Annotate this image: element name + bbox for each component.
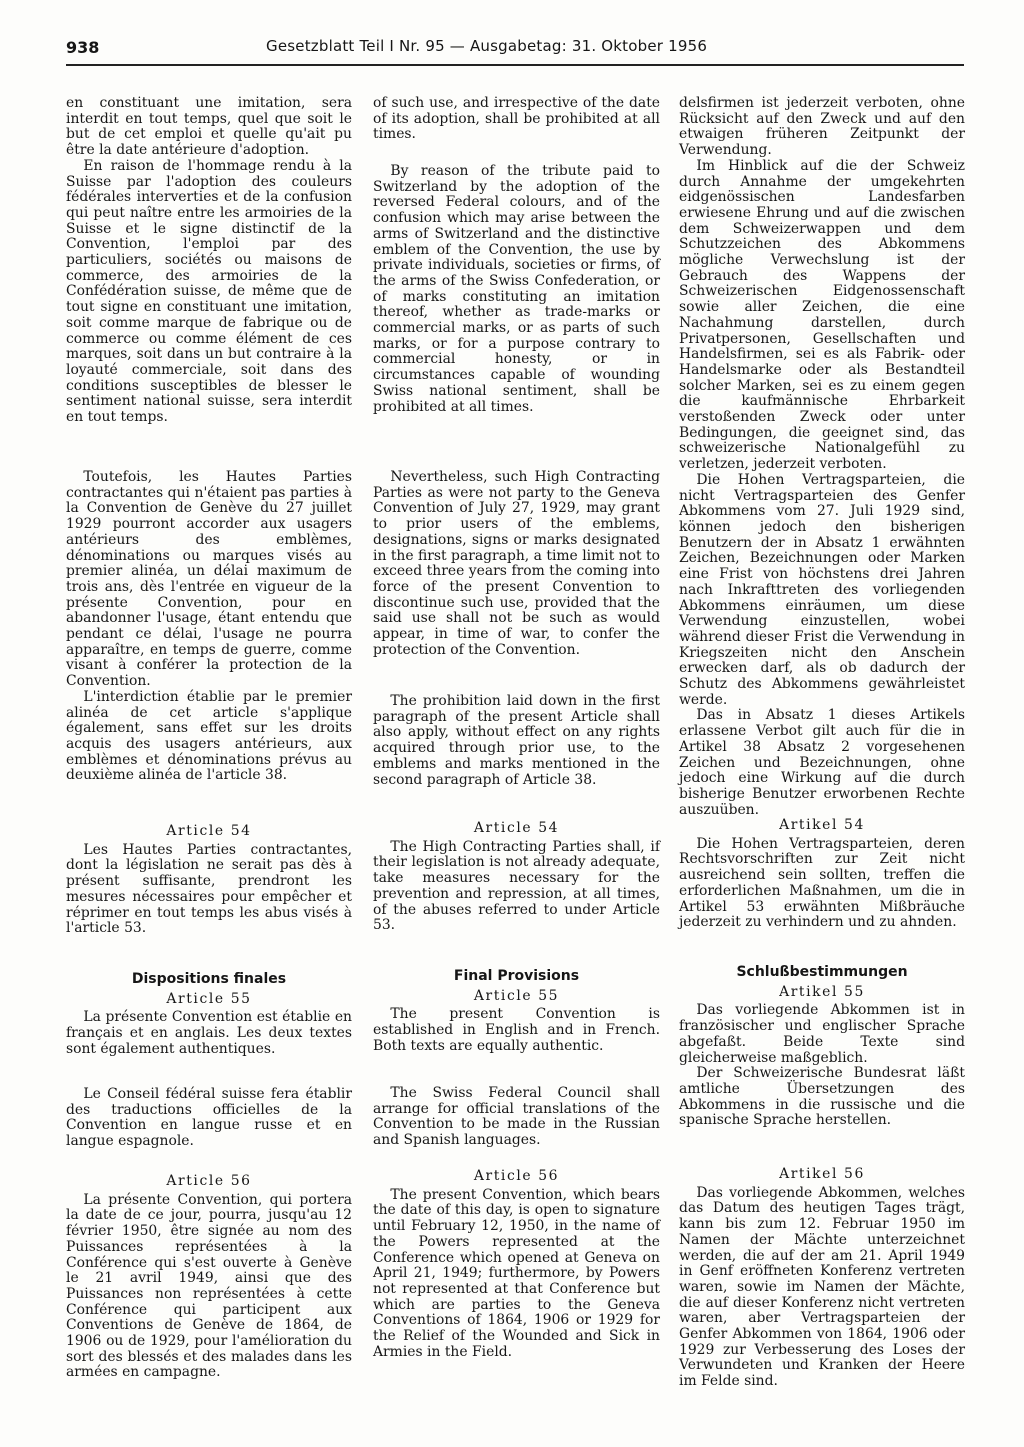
de-article-55-heading: Artikel 55 [779,983,865,1000]
running-head: Gesetzblatt Teil I Nr. 95 — Ausgabetag: 31. Oktober 1956 [266,37,708,55]
de-article-56-heading: Artikel 56 [779,1166,865,1182]
fr-block-article-55-p2 [66,1087,352,1150]
de-article-56-text: Das vorliegende Abkommen, welches das Datum des heutigen Tages trägt, kann bis zum 12. Februar 1950 im Namen der Mächte unterzeichnet werden, die auf der am 21. April 1949 in Genf eröffneten Konferenz vertreten waren, sowie im Namen der Mächte, die auf dieser Konferenz nicht vertreten waren, aber Vertragsparteien der Genfer Abkommen von 1864, 1906 oder 1929 zur Verbesserung des Loses der Verwundeten und Kranken der Heere im Felde sind. [679,1184,965,1390]
de-article-55-p1: Das vorliegende Abkommen ist in französischer und englischer Sprache abgefaßt. Beide Texte sind gleicherweise maßgeblich. [679,1002,965,1066]
en-article-54-heading: Article 54 [473,820,560,836]
en-paragraph-nevertheless: Nevertheless, such High Contracting Parties as were not party to the Geneva Convention of July 27, 1929, may grant to prior users of the emblems, designations, signs or marks designated in the first paragraph, a time limit not to exceed three years from the coming into force of the present Convention to discontinue such use, provided that the said use shall not be such as would appear, in time of war, to confer the protection of the Convention. [373,469,660,658]
fr-block-final-provisions [66,972,352,1058]
de-article-55-p2: Der Schweizerische Bundesrat läßt amtliche Übersetzungen des Abkommens in die russische und die spanische Sprache herstellen. [679,1065,965,1129]
fr-block-transition [66,470,352,784]
de-article-54-text: Die Hohen Vertragsparteien, deren Rechtsvorschriften zur Zeit nicht ausreichend sein sollten, treffen die erforderlichen Maßnahmen, um die in Artikel 53 erwähnten Mißbräuche jederzeit zu verhindern und zu ahnden. [679,835,965,931]
en-article-55-p1: The present Convention is established in English and in French. Both texts are equally authentic. [373,1006,660,1054]
en-block-article-53-end [373,96,660,143]
en-block-article-54 [373,821,660,934]
fr-article-56-text: La présente Convention, qui portera la date de ce jour, pourra, jusqu'au 12 février 1950, être signée au nom des Puissances représentées à la Conférence qui s'est ouverte à Genève le 21 avril 1949, ainsi que des Puissances non représentées à cette Conférence qui participent aux Conventions de Genève de 1864, de 1906 ou de 1929, pour l'amélioration du sort des blessés et des malades dans les armées en campagne. [66,1191,352,1381]
fr-article-55-heading: Article 55 [166,990,252,1007]
fr-paragraph-switzerland: En raison de l'hommage rendu à la Suisse par l'adoption des couleurs fédérales interverties et de la confusion qui peut naître entre les armoiries de la Suisse et le signe distinctif de la Convention, l'emploi par des particuliers, sociétés ou maisons de commerce, des armoiries de la Confédération suisse, de même que de tout signe en constituant une imitation, soit comme marque de fabrique ou de commerce ou comme élément de ces marques, soit dans un but contraire à la loyauté commerciale, soit dans des conditions susceptibles de blesser le sentiment national suisse, sera interdit en tout temps. [66,157,352,426]
en-block-nevertheless [373,470,660,658]
de-paragraph-schweiz: Im Hinblick auf die der Schweiz durch Annahme der umgekehrten eidgenössischen Landesfarben erwiesene Ehrung und auf die zwischen dem Schweizerwappen und dem Schutzzeichen des Abkommens mögliche Verwechslung ist der Gebrauch des Wappens der Schweizerischen Eidgenossenschaft sowie aller Zeichen, die eine Nachahmung darstellen, durch Privatpersonen, Gesellschaften und Handelsfirmen, sei es als Fabrik- oder Handelsmarke oder als Bestandteil solcher Marken, sei es zu einem gegen die kaufmännische Ehrbarkeit verstoßenden Zweck oder unter Bedingungen, die geeignet sind, das schweizerische Nationalgefühl zu verletzen, jederzeit verboten. [679,157,965,473]
fr-section-heading: Dispositions finales [131,971,287,987]
fr-paragraph-toutefois: Toutefois, les Hautes Parties contractantes qui n'étaient pas parties à la Convention de Genève du 27 juillet 1929 pourront accorder aux usagers antérieurs des emblèmes, dénominations ou marques visés au premier alinéa, un délai maximum de trois ans, dès l'entrée en vigueur de la présente Convention, pour en abandonner l'usage, étant entendu que pendant ce délai, l'usage ne pourra apparaître, en temps de guerre, comme visant à conférer la protection de la Convention. [66,469,352,690]
de-article-54-heading: Artikel 54 [779,817,865,833]
de-block-article-53-end [679,96,965,818]
de-paragraph-top: delsfirmen ist jederzeit verboten, ohne Rücksicht auf den Zweck und auf den etwaigen früheren Zeitpunkt der Verwendung. [679,95,965,159]
fr-article-56-heading: Article 56 [166,1173,252,1189]
en-block-prohibition [373,694,660,788]
de-section-heading: Schlußbestimmungen [736,964,908,980]
page-header [66,34,964,64]
en-paragraph-top: of such use, and irrespective of the date of its adoption, shall be prohibited at all times. [373,95,660,143]
header-rule [66,64,964,66]
en-article-56-text: The present Convention, which bears the date of this day, is open to signature until February 12, 1950, in the name of the Powers represented at the Conference which opened at Geneva on April 21, 1949; furthermore, by Powers not represented at that Conference but which are parties to the Geneva Conventions of 1864, 1906 or 1929 for the Relief of the Wounded and Sick in Armies in the Field. [373,1186,660,1360]
fr-block-article-54 [66,824,352,937]
fr-block-article-56 [66,1174,352,1381]
fr-article-54-text: Les Hautes Parties contractantes, dont la législation ne serait pas dès à présent suffisante, prendront les mesures nécessaires pour empêcher et réprimer en tout temps les abus visés à l'article 53. [66,841,352,937]
en-article-54-text: The High Contracting Parties shall, if their legislation is not already adequate, take measures necessary for the prevention and repression, at all times, of the abuses referred to under Article 53. [373,838,660,934]
en-block-switzerland [373,164,660,415]
de-block-article-54 [679,818,965,931]
en-section-heading: Final Provisions [453,968,580,984]
fr-block-article-53-end [66,96,352,426]
de-paragraph-hohen: Die Hohen Vertragsparteien, die nicht Vertragsparteien des Genfer Abkommens vom 27. Juli 1929 sind, können jedoch den bisherigen Benutzern der in Absatz 1 erwähnten Zeichen, Bezeichnungen oder Marken eine Frist von höchstens drei Jahren nach Inkrafttreten des vorliegenden Abkommens einräumen, um diese Verwendung einzustellen, wobei während dieser Frist die Verwendung in Kriegszeiten nicht den Anschein erwecken darf, als ob dadurch der Schutz des Abkommens gewährleistet werde. [679,471,965,708]
en-block-article-55-p2 [373,1086,660,1149]
en-article-56-heading: Article 56 [473,1168,560,1184]
page-number: 938 [66,38,100,57]
fr-article-55-p2: Le Conseil fédéral suisse fera établir des traductions officielles de la Convention en langue russe et en langue espagnole. [66,1086,352,1150]
fr-article-54-heading: Article 54 [166,823,252,839]
de-paragraph-verbot: Das in Absatz 1 dieses Artikels erlassene Verbot gilt auch für die in Artikel 38 Absatz 2 vorgesehenen Zeichen und Bezeichnungen, ohne jedoch eine Wirkung auf die durch bisherige Benutzer erworbenen Rechte auszuüben. [679,707,965,818]
en-paragraph-prohibition: The prohibition laid down in the first paragraph of the present Article shall also apply, without effect on any rights acquired through prior use, to the emblems and marks mentioned in the second paragraph of Article 38. [373,693,660,788]
en-article-55-p2: The Swiss Federal Council shall arrange for official translations of the Convention to be made in the Russian and Spanish languages. [373,1085,660,1149]
fr-paragraph-interdiction: L'interdiction établie par le premier alinéa de cet article s'applique également, sans effet sur les droits acquis des usagers antérieurs, aux emblèmes et dénominations prévus au deuxième alinéa de l'article 38. [66,688,352,784]
de-block-article-56 [679,1167,965,1390]
fr-article-55-p1: La présente Convention est établie en français et en anglais. Les deux textes sont également authentiques. [66,1009,352,1057]
en-block-final-provisions [373,969,660,1055]
de-block-final-provisions [679,965,965,1129]
en-block-article-56 [373,1169,660,1360]
en-article-55-heading: Article 55 [473,987,560,1004]
en-paragraph-switzerland: By reason of the tribute paid to Switzerland by the adoption of the reversed Federal colours, and of the confusion which may arise between the arms of Switzerland and the distinctive emblem of the Convention, the use by private individuals, societies or firms, of the arms of the Swiss Confederation, or of marks constituting an imitation thereof, whether as trade-marks or commercial marks, or as parts of such marks, or for a purpose contrary to commercial honesty, or in circumstances capable of wounding Swiss national sentiment, shall be prohibited at all times. [373,163,660,415]
fr-paragraph-top: en constituant une imitation, sera interdit en tout temps, quel que soit le but de cet emploi et quelle qu'ait pu être la date antérieure d'adoption. [66,95,352,159]
